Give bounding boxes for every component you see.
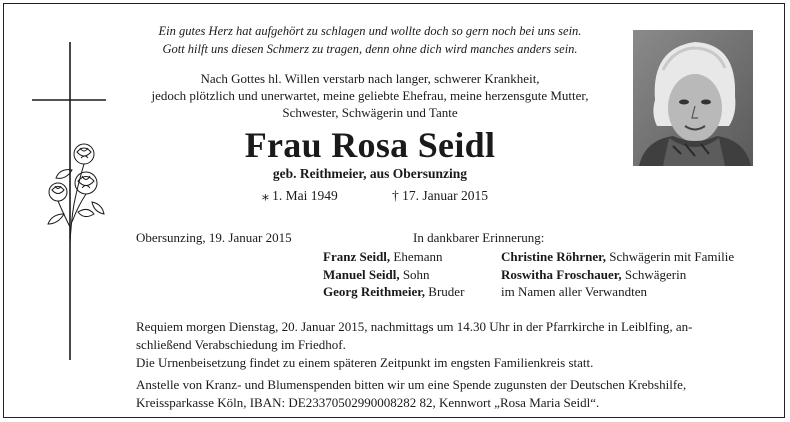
quote-line-1: Ein gutes Herz hat aufgehört zu schlagen und wollte doch so gern noch bei uns sein. [158,24,582,38]
birth-name: geb. Reithmeier, aus Obersunzing [272,166,468,181]
mourners-heading: In dankbarer Erinnerung: [413,230,545,245]
announcement-intro [120,70,620,121]
mourners-right-list [501,248,734,301]
list-item: im Namen aller Verwandten [501,284,647,299]
list-item: Manuel Seidl, Sohn [323,266,430,282]
deceased-name: Frau Rosa Seidl [244,125,496,165]
cross-with-roses-icon [28,42,112,362]
list-item: Roswitha Froschauer, Schwägerin [501,266,687,282]
intro-line-3: Schwester, Schwägerin und Tante [282,105,458,120]
notes-line-1: Requiem morgen Dienstag, 20. Januar 2015, nachmittags um 14.30 Uhr in der Pfarrkirche in Leiblfing, an- [136,319,693,334]
notes-line-4: Anstelle von Kranz- und Blumenspenden bitten wir um eine Spende zugunsten der Deutschen Krebshilfe, [136,377,687,392]
list-item: Christine Röhrner, Schwägerin mit Familie [501,249,735,264]
death-date: † 17. Januar 2015 [392,188,488,203]
notes-line-5: Kreissparkasse Köln, IBAN: DE23370502990008282 82, Kennwort „Rosa Maria Seidl“. [136,395,600,410]
place-date: Obersunzing, 19. Januar 2015 [136,230,292,245]
list-item: Georg Reithmeier, Bruder [323,284,465,299]
portrait-photo [633,30,753,166]
quote-line-2: Gott hilft uns diesen Schmerz zu tragen, denn ohne dich wird manches anders sein. [162,42,578,56]
notes-line-3: Die Urnenbeisetzung findet zu einem späteren Zeitpunkt im engsten Familienkreis statt. [136,355,594,370]
birth-date: ⁎ 1. Mai 1949 [262,188,338,203]
intro-line-2: jedoch plötzlich und unerwartet, meine geliebte Ehefrau, meine herzensgute Mutter, [151,88,589,103]
notes-line-2: schließend Verabschiedung im Friedhof. [136,337,346,352]
mourners-left-list [323,248,464,301]
memorial-quote [120,22,620,58]
intro-line-1: Nach Gottes hl. Willen verstarb nach langer, schwerer Krankheit, [200,71,540,86]
service-notes [136,318,692,412]
list-item: Franz Seidl, Ehemann [323,249,443,264]
